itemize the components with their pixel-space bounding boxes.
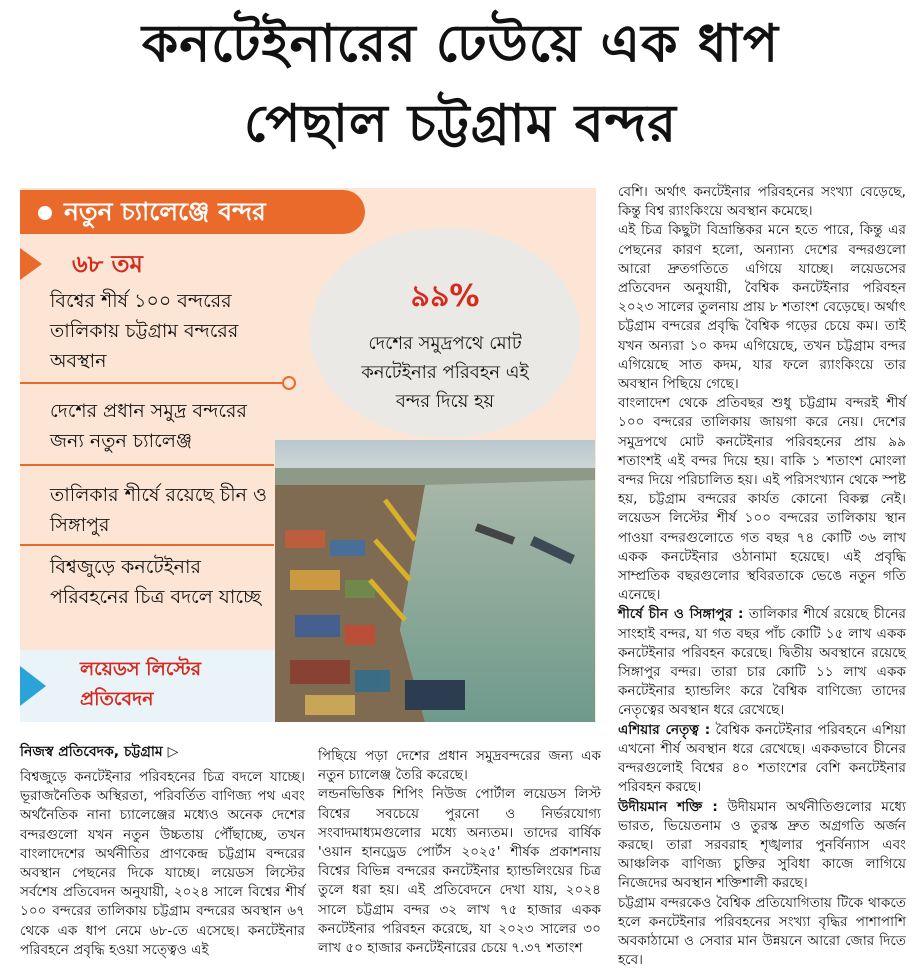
percent-description: দেশের সমুদ্রপথে মোট কনটেইনার পরিবহন এই বন্দর দিয়ে হয়	[361, 333, 529, 412]
paragraph: পিছিয়ে পড়া দেশের প্রধান সমুদ্রবন্দরের জন্য এক নতুন চ্যালেঞ্জ তৈরি করেছে।	[318, 748, 601, 784]
paragraph: এশিয়ার নেতৃত্ব : বৈশ্বিক কনটেইনার পরিবহনে এশিয়া এখনো শীর্ষ অবস্থান ধরে রেখেছে। এককভাবে চীনের বন্দরগুলোই বিশ্বের ৪০ শতাংশের বেশি কনটেইনার পরিবহন করছে।	[618, 721, 906, 796]
triangle-icon	[20, 666, 46, 706]
paragraph: বাংলাদেশ থেকে প্রতিবছর শুধু চট্টগ্রাম বন্দরই শীর্ষ ১০০ বন্দরের তালিকায় জায়গা করে নেয়। দেশের সমুদ্রপথে মোট কনটেইনার পরিবহনের প্রায় ৯৯ শতাংশই এই বন্দর দিয়ে হয়। বাকি ১ শতাংশ মোংলা বন্দর দিয়ে পরিচালিত হয়। এই পরিসংখ্যান থেকে স্পষ্ট হয়, চট্টগ্রাম বন্দরের কার্যত কোনো বিকল্প নেই। লয়েডস লিস্টের শীর্ষ ১০০ বন্দরের তালিকায় স্থান পাওয়া বন্দরগুলোতে গত বছর ৭৪ কোটি ৩৬ লাখ একক কনটেইনার ওঠানামা হয়েছে। এই প্রবৃদ্ধি সাম্প্রতিক বছরগুলোর স্থবিরতাকে ভেঙে নতুন গতি এনেছে।	[618, 395, 906, 604]
percent-value: ৯৯%	[410, 279, 480, 314]
headline-line-1: কনটেইনারের ঢেউয়ে এক ধাপ	[141, 14, 780, 74]
paragraph: বেশি। অর্থাৎ কনটেইনার পরিবহনের সংখ্যা বেড়েছে, কিন্তু বিশ্ব র‍্যাংকিংয়ে অবস্থান কমেছে।	[618, 184, 906, 220]
percent-circle	[310, 228, 580, 438]
point-global-change: বিশ্বজুড়ে কনটেইনার পরিবহনের চিত্র বদলে যাচ্ছে	[50, 556, 261, 608]
port-photo	[275, 440, 595, 722]
point-china-singapore: তালিকার শীর্ষে রয়েছে চীন ও সিঙ্গাপুর	[50, 484, 267, 536]
rank-value: ৬৮ তম	[72, 250, 143, 278]
divider	[20, 382, 282, 384]
paragraph: চট্টগ্রাম বন্দরকেও বৈশ্বিক প্রতিযোগিতায় টিকে থাকতে হলে কনটেইনার পরিবহনের সংখ্যা বৃদ্ধির পাশাপাশি অবকাঠামো ও সেবার মান উন্নয়নে আরো জোর দিতে হবে।	[618, 894, 906, 969]
article-column-1	[20, 768, 305, 960]
headline-line-2: পেছাল চট্টগ্রাম বন্দর	[244, 94, 677, 154]
paragraph: উদীয়মান শক্তি : উদীয়মান অর্থনীতিগুলোর মধ্যে ভারত, ভিয়েতনাম ও তুরস্ক দ্রুত অগ্রগতি অর্জন করছে। তারা সরবরাহ শৃঙ্খলার পুনর্বিন্যাস এবং আঞ্চলিক বাণিজ্য চুক্তির সুবিধা কাজে লাগিয়ে নিজেদের অবস্থান শক্তিশালী করছে।	[618, 798, 906, 892]
infographic-banner: নতুন চ্যালেঞ্জে বন্দর	[20, 190, 365, 234]
point-new-challenge: দেশের প্রধান সমুদ্র বন্দরের জন্য নতুন চ্যালেঞ্জ	[50, 400, 247, 452]
divider	[20, 464, 274, 466]
report-label: লয়েডস লিস্টের প্রতিবেদন	[80, 658, 202, 710]
paragraph: বিশ্বজুড়ে কনটেইনার পরিবহনের চিত্র বদলে যাচ্ছে। ভূরাজনৈতিক অস্থিরতা, পরিবর্তিত বাণিজ্য পথ এবং অর্থনৈতিক নানা চ্যালেঞ্জের মধ্যেও অনেক দেশের বন্দরগুলো যখন নতুন উচ্চতায় পৌঁছাচ্ছে, তখন বাংলাদেশের অর্থনীতির প্রাণকেন্দ্র চট্টগ্রাম বন্দরের অবস্থান পেছনের দিকে যাচ্ছে। লয়েডস লিস্টের সর্বশেষ প্রতিবেদন অনুযায়ী, ২০২৪ সালে বিশ্বের শীর্ষ ১০০ বন্দরের তালিকায় চট্টগ্রাম বন্দরের অবস্থান ৬৭ থেকে এক ধাপ নেমে ৬৮-তে এসেছে। কনটেইনার পরিবহনে প্রবৃদ্ধি হওয়া সত্ত্বেও এই	[20, 769, 305, 958]
rank-description: বিশ্বের শীর্ষ ১০০ বন্দরের তালিকায় চট্টগ্রাম বন্দরের অবস্থান	[50, 290, 239, 372]
subheading: এশিয়ার নেতৃত্ব :	[618, 721, 711, 738]
article-column-2	[318, 747, 601, 958]
divider	[20, 544, 274, 546]
paragraph: লন্ডনভিত্তিক শিপিং নিউজ পোর্টাল লয়েডস লিস্ট বিশ্বের সবচেয়ে পুরনো ও নির্ভরযোগ্য সংবাদমাধ্যমগুলোর মধ্যে অন্যতম। তাদের বার্ষিক 'ওয়ান হানড্রেড পোর্টস ২০২৫' শীর্ষক প্রকাশনায় বিশ্বের বিভিন্ন বন্দরের কনটেইনার হ্যান্ডলিংয়ের চিত্র তুলে ধরা হয়। এই প্রতিবেদনে দেখা যায়, ২০২৪ সালে চট্টগ্রাম বন্দর ৩২ লাখ ৭৫ হাজার একক কনটেইনার পরিবহন করেছে, যা ২০২৩ সালের ৩০ লাখ ৫০ হাজার কনটেইনারের চেয়ে ৭.৩৭ শতাংশ	[318, 786, 601, 957]
bullet-dot-icon	[38, 206, 52, 220]
divider-dot-icon	[282, 376, 296, 390]
headline	[0, 4, 921, 164]
paragraph: এই চিত্র কিছুটা বিভ্রান্তিকর মনে হতে পারে, কিন্তু এর পেছনের কারণ হলো, অন্যান্য দেশের বন্দরগুলো আরো দ্রুতগতিতে এগিয়ে যাচ্ছে। লয়েডসের প্রতিবেদন অনুযায়ী, বৈশ্বিক কনটেইনার পরিবহন ২০২৩ সালের তুলনায় প্রায় ৮ শতাংশ বেড়েছে। অর্থাৎ চট্টগ্রাম বন্দরের প্রবৃদ্ধি বৈশ্বিক গড়ের চেয়ে কম। তাই যখন অন্যরা ১০ কদম এগিয়েছে, তখন চট্টগ্রাম বন্দর এগিয়েছে সাত কদম, যার ফলে র‍্যাংকিংয়ে তার অবস্থান পিছিয়ে গেছে।	[618, 222, 906, 393]
subheading: শীর্ষে চীন ও সিঙ্গাপুর :	[618, 606, 744, 623]
paragraph: শীর্ষে চীন ও সিঙ্গাপুর : তালিকার শীর্ষে রয়েছে চীনের সাংহাই বন্দর, যা গত বছর পাঁচ কোটি ১৫ লাখ একক কনটেইনার পরিবহন করেছে। দ্বিতীয় অবস্থানে রয়েছে সিঙ্গাপুর বন্দর। তারা চার কোটি ১১ লাখ একক কনটেইনার হ্যান্ডলিং করে বৈশ্বিক বাণিজ্যে তাদের নেতৃত্বের অবস্থান ধরে রেখেছে।	[618, 606, 906, 719]
triangle-icon	[20, 248, 42, 280]
subheading: উদীয়মান শক্তি :	[618, 798, 718, 815]
byline: নিজস্ব প্রতিবেদক, চট্টগ্রাম ▷	[20, 744, 179, 760]
article-column-3	[618, 183, 906, 970]
